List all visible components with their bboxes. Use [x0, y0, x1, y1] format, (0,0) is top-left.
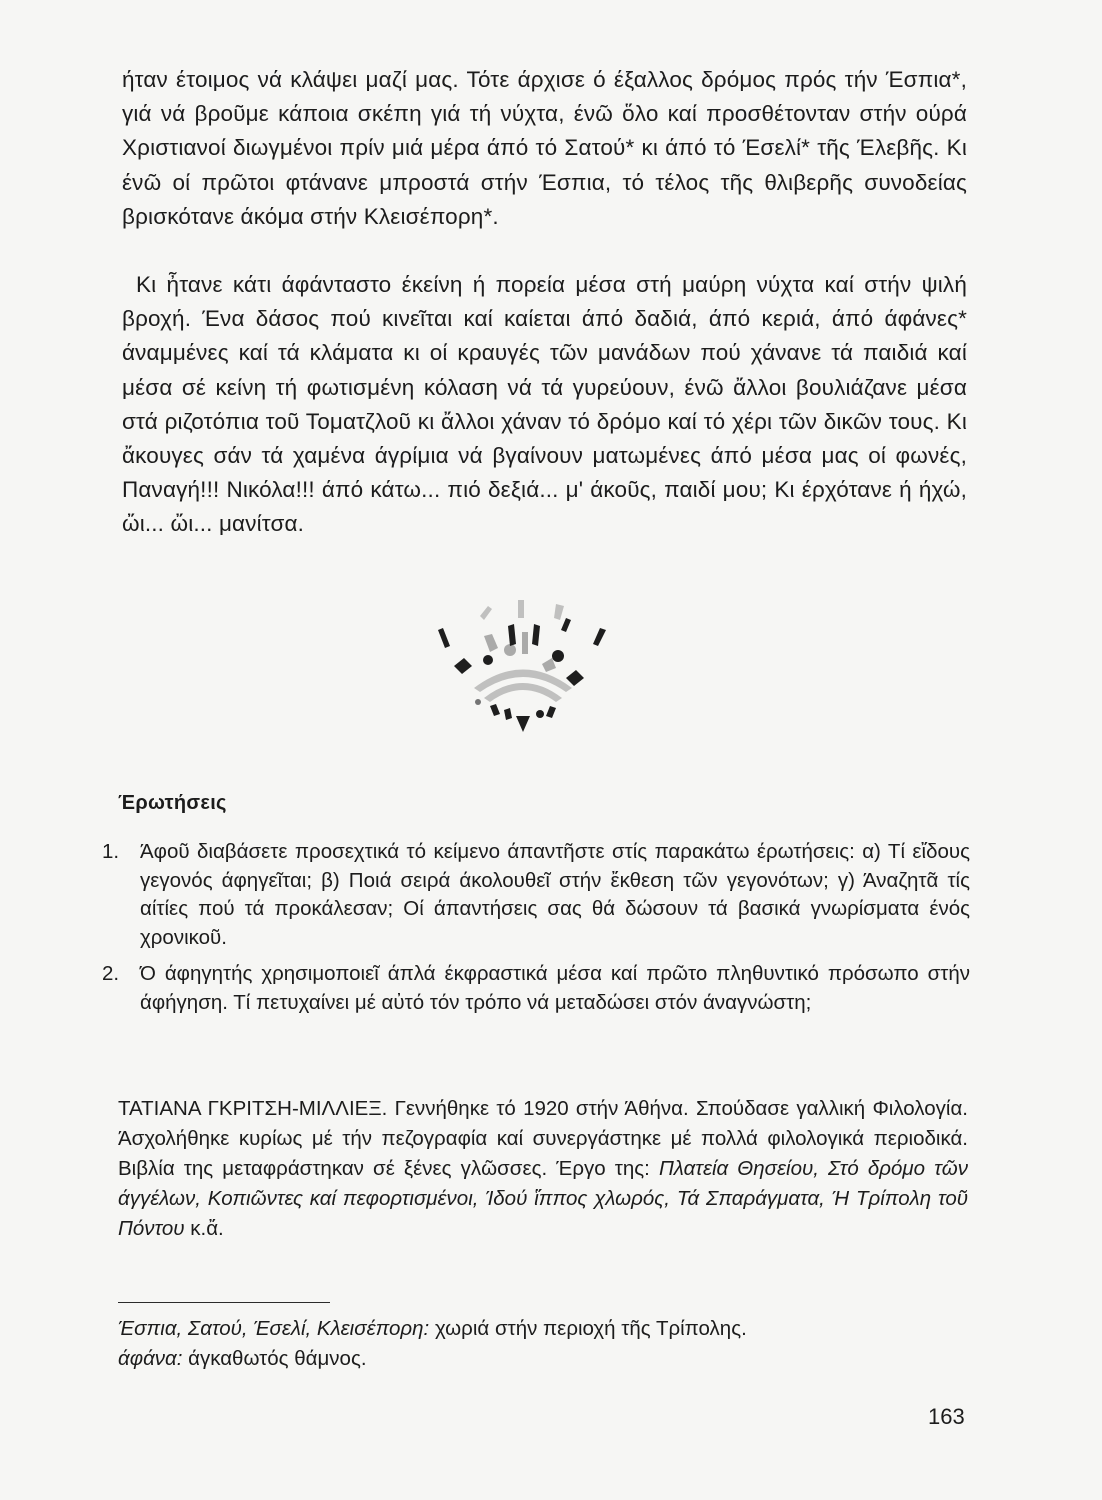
question-item	[100, 838, 970, 952]
question-text: Άφοῦ διαβάσετε προσεχτικά τό κείμενο άπαντῆστε στίς παρακάτω έρωτήσεις: α) Τί εἴδους γεγονός άφηγεῖται; β) Ποιά σειρά άκολουθεῖ στήν ἔκθεση τῶν γεγονότων; γ) Άναζητᾶ τίς αίτίες πού τά προκάλεσαν; Οί άπαντήσεις σας θά δώσουν τά βασικά γνωρίσματα ένός χρονικοῦ.	[140, 840, 970, 949]
author-works-etc: κ.ἄ.	[184, 1217, 224, 1240]
passage-paragraph-1: ήταν έτοιμος νά κλάψει μαζί μας. Τότε άρχισε ό έξαλλος δρόμος πρός τήν Έσπια*, γιά νά βροῦμε κάποια σκέπη γιά τή νύχτα, ένῶ ὅλο καί προσθέτονταν στήν ούρά Χριστιανοί διωγμένοι πρίν μιά μέρα άπό τό Σατού* κι άπό τό Έσελί* τῆς Έλεβῆς. Κι ένῶ οί πρῶτοι φτάνανε μπροστά στήν Έσπια, τό τέλος τῆς θλιβερῆς συνοδείας βρισκότανε άκόμα στήν Κλεισέπορη*.	[122, 67, 967, 229]
questions-heading: Έρωτήσεις	[118, 792, 227, 814]
footnote-divider	[118, 1302, 330, 1303]
page-number: 163	[928, 1404, 965, 1429]
decorative-fan-ornament-icon	[418, 596, 628, 741]
footnote-definition: χωριά στήν περιοχή τῆς Τρίπολης.	[429, 1317, 747, 1340]
author-bio-text: ΤΑΤΙΑΝΑ ΓΚΡΙΤΣΗ-ΜΙΛΛΙΕΞ. Γεννήθηκε τό 1920 στήν Άθήνα. Σπούδασε γαλλική Φιλολογία. Άσχολήθηκε κυρίως μέ τήν πεζογραφία καί συνεργάστηκε μέ πολλά φιλολογικά περιοδικά. Βιβλία της μεταφράστηκαν σέ ξένες γλῶσσες. Έργο της:	[118, 1097, 968, 1180]
footnote-item	[118, 1314, 968, 1344]
questions-list	[100, 838, 970, 1025]
footnote-term: άφάνα:	[118, 1347, 183, 1370]
question-text: Ό άφηγητής χρησιμοποιεῖ άπλά έκφραστικά μέσα καί πρῶτο πληθυντικό πρόσωπο στήν άφήγηση. Τί πετυχαίνει μέ αὐτό τόν τρόπο νά μεταδώσει στόν άναγνώστη;	[140, 962, 970, 1014]
question-item	[100, 960, 970, 1017]
footnote-definition: άγκαθωτός θάμνος.	[182, 1347, 367, 1370]
footnotes	[118, 1314, 968, 1374]
passage-paragraph-2: Κι ἦτανε κάτι άφάνταστο έκείνη ή πορεία μέσα στή μαύρη νύχτα καί στήν ψιλή βροχή. Ένα δάσος πού κινεῖται καί καίεται άπό δαδιά, άπό κεριά, άπό άφάνες* άναμμένες καί τά κλάματα κι οί κραυγές τῶν μανάδων πού χάνανε τά παιδιά καί μέσα σέ κείνη τή φωτισμένη κόλαση νά τά γυρεύουν, ένῶ ἄλλοι βουλιάζανε μέσα στά ριζοτόπια τοῦ Τοματζλοῦ κι ἄλλοι χάναν τό δρόμο καί τό χέρι τῶν δικῶν τους. Κι ἄκουγες σάν τά χαμένα άγρίμια νά βγαίνουν ματωμένες άπό μέσα μας οί φωνές, Παναγή!!! Νικόλα!!! άπό κάτω... πιό δεξιά... μ' άκοῦς, παιδί μου; Κι έρχότανε ή ήχώ, ὤι... ὤι... μανίτσα.	[122, 272, 967, 537]
question-number: 1.	[102, 840, 120, 863]
author-works: Πλατεία Θησείου, Στό δρόμο τῶν άγγέλων, Κοπιῶντες καί πεφορτισμένοι, Ίδού ἵππος χλωρός, Τά Σπαράγματα, Ή Τρίπολη τοῦ Πόντου	[118, 1157, 968, 1240]
author-bio	[118, 1094, 968, 1244]
footnote-term: Έσπια, Σατού, Έσελί, Κλεισέπορη:	[118, 1317, 430, 1340]
question-number: 2.	[102, 962, 120, 985]
footnote-item	[118, 1344, 968, 1374]
